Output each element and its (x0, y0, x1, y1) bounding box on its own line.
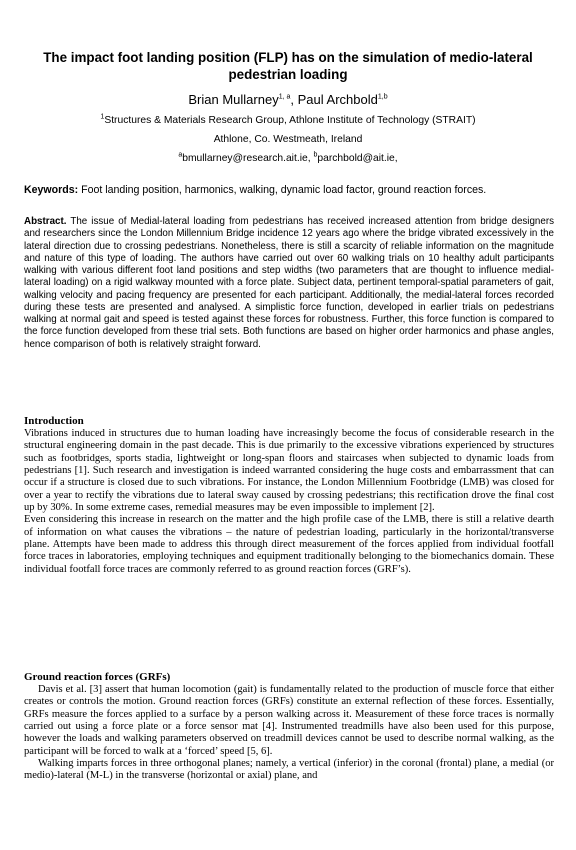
paragraph: Even considering this increase in research on the matter and the high profile case of the LMB, there is still a relative dearth of information on what causes the vibrations – the nature of pedestrian loading, particularly in the horizontal/transverse plane. Attempts have been made to address this through direct measurement of the forces applied from individual footfall force traces in laboratories, employing techniques and equipment traditionally belonging to the biomechanics domain. These individual footfall force traces are commonly referred to as ground reaction forces (GRF’s). (24, 514, 554, 575)
paragraph: Davis et al. [3] assert that human locomotion (gait) is fundamentally related to the production of muscle force that either creates or controls the motion. Ground reaction forces (GRFs) constitute an external reflection of these forces. Essentially, GRFs measure the forces applied to a surface by a person walking across it. Measurement of these force traces is normally carried out using a force plate or a force sensor mat [4]. Instrumented treadmills have also been used for this purpose, however the loads and walking parameters observed on treadmill devices cannot be used to describe normal walking, as the participant will be forced to walk at a ‘forced’ speed [5, 6]. (24, 684, 554, 757)
abstract-label: Abstract. (24, 216, 67, 227)
affiliation-superscript: 1 (100, 113, 105, 121)
author-name: Brian Mullarney (188, 92, 279, 107)
paper-title: The impact foot landing position (FLP) has on the simulation of medio-lateral pedestrian loading (43, 50, 533, 82)
email-superscript: b (313, 151, 318, 159)
paragraph: Walking imparts forces in three orthogonal planes; namely, a vertical (inferior) in the coronal (frontal) plane, a medial (or medio)-lateral (M-L) in the transverse (horizontal or axial) plane, and (24, 758, 554, 782)
keywords-text: Foot landing position, harmonics, walking, dynamic load factor, ground reaction forces. (78, 184, 487, 196)
introduction-section (24, 415, 554, 576)
email-separator: , (307, 153, 314, 164)
paragraph: Vibrations induced in structures due to human loading have increasingly become the focus of considerable research in the structural engineering domain in the past decade. This is due primarily to the excessive vibrations experienced by structures such as footbridges, sports stadia, lightweight or long-span floors and staircases when subjected to dynamic loads from pedestrians [1]. Such research and investigation is indeed warranted considering the huge costs and embarrassment that can occur if a structure is closed due to such vibrations. For instance, the London Millennium Footbridge (LMB) was closed for over a year to rectify the vibrations due to lateral sway caused by crossing pedestrians; this rectification drove the final cost up by 30%. In some extreme cases, remedial measures may be even impossible to implement [2]. (24, 428, 554, 514)
grf-section (24, 671, 554, 783)
affiliation-text: Structures & Materials Research Group, Athlone Institute of Technology (STRAIT) (104, 115, 476, 126)
keywords-label: Keywords: (24, 184, 79, 196)
author-line (20, 92, 556, 108)
section-heading: Introduction (24, 415, 84, 427)
author-superscript: 1, a (278, 93, 291, 101)
author-superscript: 1,b (377, 93, 388, 101)
email-suffix: , (394, 153, 398, 164)
affiliation-line-1 (20, 114, 556, 127)
section-heading: Ground reaction forces (GRFs) (24, 671, 171, 683)
abstract (24, 216, 554, 351)
author-name: Paul Archbold (297, 92, 378, 107)
email-b: parchbold@ait.ie (317, 153, 395, 164)
abstract-text: The issue of Medial-lateral loading from pedestrians has received increased attention from bridge designers and researchers since the London Millennium Bridge incidence 12 years ago where the bridge vibrated excessively in the lateral direction due to crossing pedestrians. Nonetheless, there is still a scarcity of reliable information on the magnitude and nature of this type of loading. The authors have carried out over 60 walking trials on 10 healthy adult participants walking with various different foot land positions and step widths (two parameters that are thought to influence medial-lateral loading) on a rigid walkway mounted with a force plate. Subject data, pertinent temporal-spatial parameters of gait, walking velocity and pacing frequency are presented for each participant. Additionally, the medial-lateral forces recorded during these tests are presented and analysed. A simplistic force function, developed in earlier trials on pedestrians walking at normal gait and speed is tested against these forces for robustness. Further, this force function is compared to the force function developed from these trial sets. Both functions are based on higher order harmonics and phase angles, hence comparison of both is relatively straight forward. (24, 216, 554, 350)
email-line (20, 152, 556, 165)
email-superscript: a (178, 151, 183, 159)
keywords (24, 184, 554, 197)
email-a: bmullarney@research.ait.ie (182, 153, 308, 164)
affiliation-line-2: Athlone, Co. Westmeath, Ireland (213, 134, 363, 145)
author-separator: , (290, 92, 298, 107)
